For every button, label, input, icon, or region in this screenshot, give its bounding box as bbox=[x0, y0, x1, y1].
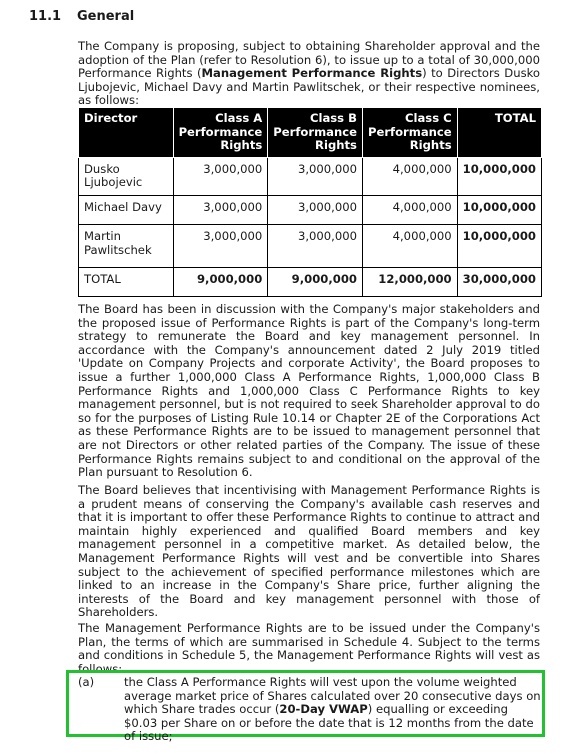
cell-director: Martin Pawlitschek bbox=[79, 224, 174, 267]
section-title: General bbox=[77, 9, 135, 24]
header-class-a: Class A Performance Rights bbox=[173, 108, 268, 158]
cell-class-a: 3,000,000 bbox=[173, 224, 268, 267]
paragraph-vesting-intro: The Management Performance Rights are to be issued under the Company's Plan, the terms of which are summarised in Schedule 4. Subject to the terms and conditions in Schedule 5, the Management Performance Rights will vest as follows: bbox=[78, 621, 540, 676]
table-header-row bbox=[79, 108, 542, 158]
cell-total: 10,000,000 bbox=[457, 224, 541, 267]
intro-text-before: The Company is proposing, subject to obtaining Shareholder approval and the adoption of the Plan (refer to Resolution 6), to issue up to a total of 30,000,000 Performance Rights ( bbox=[78, 39, 540, 81]
intro-defined-term: Management Performance Rights bbox=[201, 66, 423, 81]
cell-director: Michael Davy bbox=[79, 195, 174, 224]
item-defined-term: 20-Day VWAP bbox=[279, 702, 368, 717]
cell-class-b: 3,000,000 bbox=[268, 157, 363, 195]
paragraph-board-discussion: The Board has been in discussion with the Company's major stakeholders and the proposed issue of Performance Rights is part of the Company's long-term strategy to remunerate the Board and key management personnel. In accordance with the Company's announcement dated 2 July 2019 titled 'Update on Company Projects and corporate Activity', the Board proposes to issue a further 1,000,000 Class A Performance Rights, 1,000,000 Class B Performance Rights and 1,000,000 Class C Performance Rights to key management personnel, but is not required to seek Shareholder approval to do so for the purposes of Listing Rule 10.14 or Chapter 2E of the Corporations Act as these Performance Rights are to be issued to management personnel that are not Directors or other related parties of the Company. The issue of these Performance Rights remains subject to and conditional on the approval of the Plan pursuant to Resolution 6. bbox=[78, 302, 540, 480]
cell-class-a: 3,000,000 bbox=[173, 157, 268, 195]
cell-class-b: 3,000,000 bbox=[268, 224, 363, 267]
cell-class-c: 4,000,000 bbox=[362, 224, 457, 267]
cell-class-a: 3,000,000 bbox=[173, 195, 268, 224]
total-class-b: 9,000,000 bbox=[268, 267, 363, 296]
cell-class-c: 4,000,000 bbox=[362, 157, 457, 195]
item-text-before: the Class A Performance Rights will vest upon the volume weighted average market price of Shares calculated over 20 consecutive days on which Share trades occur ( bbox=[124, 675, 541, 717]
cell-director: Dusko Ljubojevic bbox=[79, 157, 174, 195]
total-label: TOTAL bbox=[79, 267, 174, 296]
header-class-c: Class C Performance Rights bbox=[362, 108, 457, 158]
table-row bbox=[79, 224, 542, 267]
table-row bbox=[79, 157, 542, 195]
cell-total: 10,000,000 bbox=[457, 195, 541, 224]
table-row bbox=[79, 195, 542, 224]
cell-total: 10,000,000 bbox=[457, 157, 541, 195]
item-text-after: ) equalling or exceeding $0.03 per Share on or before the date that is 12 months from the date of issue; bbox=[124, 702, 534, 744]
header-director: Director bbox=[79, 108, 174, 158]
list-item-a bbox=[78, 676, 543, 744]
list-marker: (a) bbox=[78, 675, 95, 689]
table-total-row bbox=[79, 267, 542, 296]
cell-class-b: 3,000,000 bbox=[268, 195, 363, 224]
paragraph-board-believes: The Board believes that incentivising with Management Performance Rights is a prudent means of conserving the Company's available cash reserves and that it is important to offer these Performance Rights to continue to attract and maintain highly experienced and qualified Board members and key management personnel in a competitive market. As detailed below, the Management Performance Rights will vest and be convertible into Shares subject to the achievement of specified performance milestones which are linked to an increase in the Company's Share price, further aligning the interests of the Board and key management personnel with those of Shareholders. bbox=[78, 483, 540, 620]
intro-text-after: ) to Directors Dusko Ljubojevic, Michael Davy and Martin Pawlitschek, or their respective nominees, as follows: bbox=[78, 66, 541, 108]
grand-total: 30,000,000 bbox=[457, 267, 541, 296]
list-item-text bbox=[124, 676, 543, 744]
intro-paragraph bbox=[78, 40, 540, 108]
section-heading bbox=[29, 9, 134, 24]
performance-rights-table bbox=[78, 107, 542, 297]
total-class-c: 12,000,000 bbox=[362, 267, 457, 296]
total-class-a: 9,000,000 bbox=[173, 267, 268, 296]
header-total: TOTAL bbox=[457, 108, 541, 158]
section-number: 11.1 bbox=[29, 9, 62, 24]
header-class-b: Class B Performance Rights bbox=[268, 108, 363, 158]
cell-class-c: 4,000,000 bbox=[362, 195, 457, 224]
